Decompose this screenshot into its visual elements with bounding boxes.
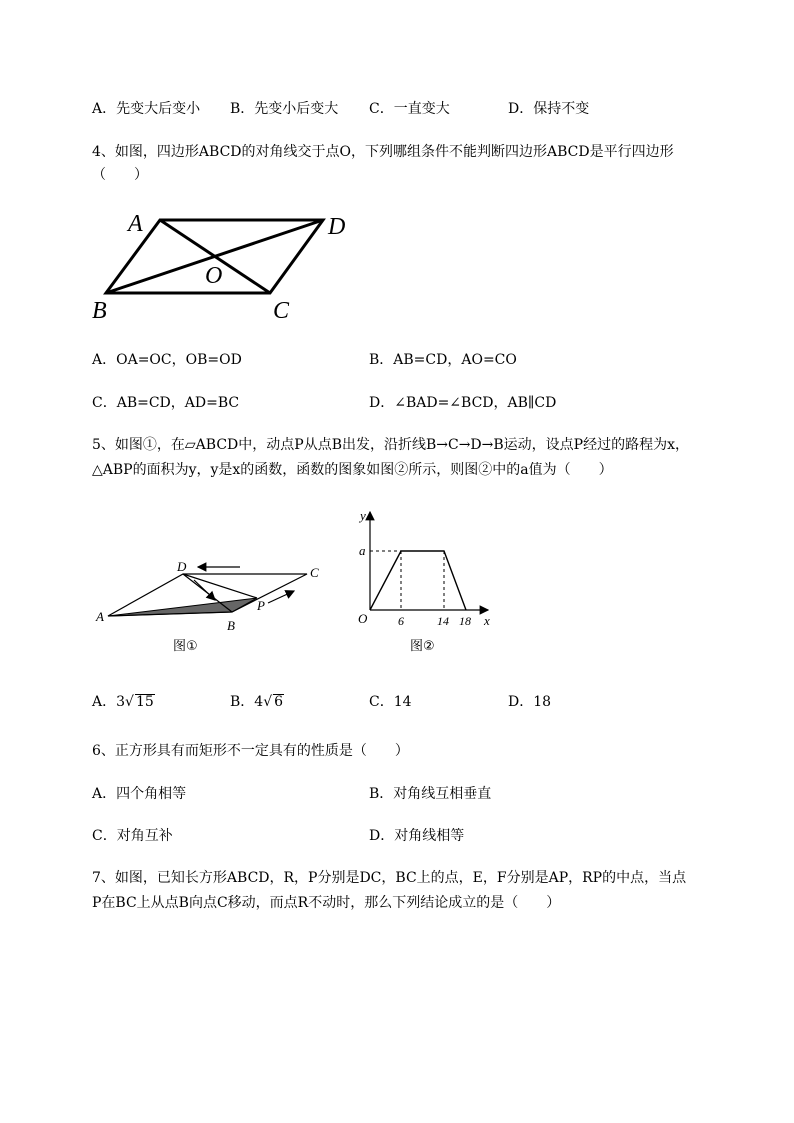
q5-option-d: D．18 — [508, 694, 552, 710]
q3-option-c: C．一直变大 — [369, 101, 450, 117]
q7-stem-line1: 7、如图，已知长方形ABCD，R，P分别是DC，BC上的点，E，F分别是AP，RP的中点，当点 — [92, 870, 687, 886]
q5-option-b — [230, 693, 284, 711]
fig2-caption: 图② — [410, 639, 435, 654]
fig1-label-d: D — [177, 559, 187, 574]
fig1-label-a: A — [96, 609, 104, 624]
label-o: O — [205, 263, 223, 289]
arrow-up-right — [268, 591, 294, 603]
fig1-caption: 图① — [173, 639, 198, 654]
function-graph — [370, 551, 466, 610]
segment-dp — [183, 574, 257, 598]
axis-label-x: x — [484, 613, 490, 628]
q6-stem: 6、正方形具有而矩形不一定具有的性质是（ ） — [92, 743, 409, 759]
parallelogram-abcd — [106, 220, 323, 293]
q5-option-a — [92, 693, 155, 711]
q5-stem-line2: △ABP的面积为y，y是x的函数，函数的图象如图②所示，则图②中的a值为（ ） — [92, 462, 613, 478]
axis-label-y: y — [360, 508, 366, 523]
q4-stem-line2: （ ） — [92, 167, 148, 183]
sqrt-symbol: √ — [125, 694, 134, 710]
diagonal-bd — [106, 220, 323, 293]
diagonal-ac — [160, 220, 270, 293]
q4-option-c: C．AB=CD，AD=BC — [92, 395, 240, 411]
q6-option-a: A．四个角相等 — [92, 786, 187, 802]
origin-label: O — [358, 611, 368, 626]
tick-18: 18 — [459, 614, 471, 628]
fig1-label-p: P — [257, 598, 265, 613]
q3-option-a: A．先变大后变小 — [92, 101, 201, 117]
q5-option-a-prefix: A．3 — [92, 694, 126, 710]
parallelogram-abcd-fig1 — [108, 574, 307, 616]
q5-option-a-radicand: 15 — [135, 694, 154, 710]
axis-label-a: a — [359, 543, 366, 558]
q5-option-c: C．14 — [369, 694, 412, 710]
q5-stem-line1: 5、如图①，在▱ABCD中，动点P从点B出发，沿折线B→C→D→B运动，设点P经过的路程为x， — [92, 437, 689, 453]
tick-6: 6 — [398, 614, 404, 628]
shaded-triangle-abp — [108, 598, 257, 616]
q4-option-b: B．AB=CD，AO=CO — [369, 352, 517, 368]
q4-option-a: A．OA=OC，OB=OD — [92, 352, 242, 368]
q4-option-d: D．∠BAD=∠BCD，AB∥CD — [369, 395, 557, 411]
q3-option-b: B．先变小后变大 — [230, 101, 339, 117]
q5-option-b-radicand: 6 — [274, 694, 284, 710]
q7-stem-line2: P在BC上从点B向点C移动，而点R不动时，那么下列结论成立的是（ ） — [92, 895, 561, 911]
label-d: D — [328, 214, 346, 240]
segment-db — [183, 574, 232, 612]
fig1-label-b: B — [227, 618, 235, 633]
q6-option-b: B．对角线互相垂直 — [369, 786, 492, 802]
tick-14: 14 — [437, 614, 449, 628]
arrow-down — [194, 580, 215, 600]
q4-stem-line1: 4、如图，四边形ABCD的对角线交于点O，下列哪组条件不能判断四边形ABCD是平行四边形 — [92, 144, 674, 160]
fig1-label-c: C — [310, 565, 319, 580]
label-a: A — [128, 211, 143, 237]
q6-option-c: C．对角互补 — [92, 828, 173, 844]
q6-option-d: D．对角线相等 — [369, 828, 465, 844]
label-b: B — [92, 298, 107, 324]
sqrt-symbol: √ — [263, 694, 273, 710]
q3-option-d: D．保持不变 — [508, 101, 590, 117]
label-c: C — [273, 298, 290, 324]
q5-option-b-prefix: B．4 — [230, 694, 264, 710]
